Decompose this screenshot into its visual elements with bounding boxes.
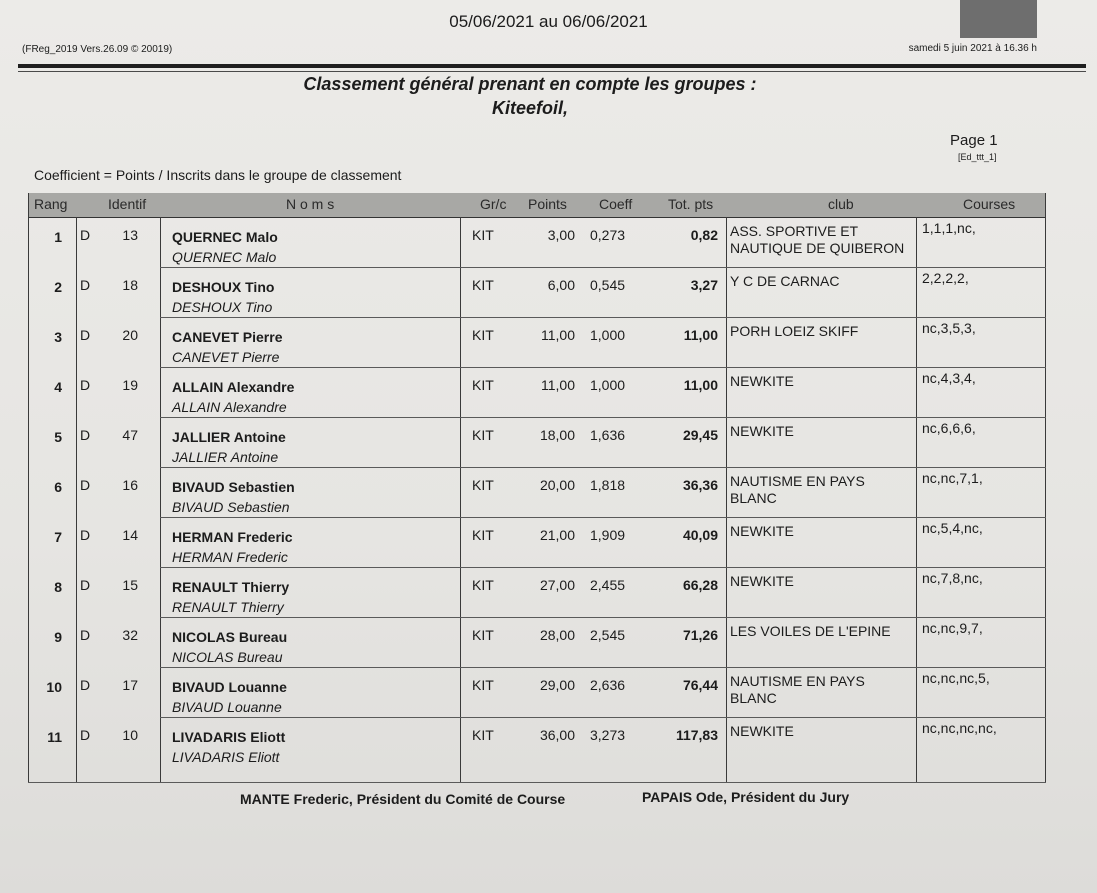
points-cell: 29,00 (539, 677, 575, 693)
table-row (10, 369, 1046, 419)
crew-name: RENAULT Thierry (172, 599, 284, 615)
group-cell: KIT (472, 327, 494, 343)
crew-name: ALLAIN Alexandre (172, 399, 287, 415)
rank-cell: 4 (54, 379, 62, 395)
rank-cell: 6 (54, 479, 62, 495)
crew-name: QUERNEC Malo (172, 249, 277, 265)
identif-cell: 17 (122, 677, 138, 693)
skipper-name: JALLIER Antoine (172, 429, 286, 445)
identif-cell: 14 (122, 527, 138, 543)
courses-cell: 1,1,1,nc, (922, 220, 976, 236)
rank-cell: 1 (54, 229, 62, 245)
table-row (10, 619, 1046, 669)
courses-cell: 2,2,2,2, (922, 270, 969, 286)
division-cell: D (80, 227, 91, 243)
total-points-cell: 117,83 (675, 727, 718, 743)
table-row (10, 269, 1046, 319)
total-points-cell: 76,44 (682, 677, 718, 693)
club-cell: PORH LOEIZ SKIFF (730, 323, 859, 339)
club-cell: NAUTISME EN PAYS BLANC (730, 673, 865, 706)
division-cell: D (80, 327, 91, 343)
points-cell: 36,00 (539, 727, 575, 743)
table-bottom-border (28, 782, 1046, 783)
skipper-name: QUERNEC Malo (172, 229, 278, 245)
points-cell: 11,00 (541, 327, 575, 343)
results-table (10, 193, 1046, 783)
crew-name: NICOLAS Bureau (172, 649, 283, 665)
col-tot-pts: Tot. pts (668, 196, 714, 212)
total-points-cell: 11,00 (683, 327, 718, 343)
group-cell: KIT (472, 577, 494, 593)
group-cell: KIT (472, 277, 494, 293)
rank-cell: 2 (54, 279, 62, 295)
identif-cell: 47 (122, 427, 138, 443)
rank-cell: 9 (54, 629, 62, 645)
rank-cell: 3 (54, 329, 62, 345)
page-subtitle: Kiteefoil, (491, 98, 568, 118)
skipper-name: BIVAUD Louanne (172, 679, 287, 695)
coeff-cell: 0,545 (590, 277, 626, 293)
points-cell: 21,00 (539, 527, 575, 543)
points-cell: 6,00 (547, 277, 575, 293)
courses-cell: nc,6,6,6, (922, 420, 976, 436)
club-cell: ASS. SPORTIVE ET NAUTIQUE DE QUIBERON (730, 223, 905, 256)
division-cell: D (80, 627, 91, 643)
header-rule (18, 64, 1086, 68)
group-cell: KIT (472, 227, 494, 243)
page-code: [Ed_ttt_1] (958, 152, 997, 162)
points-cell: 27,00 (539, 577, 575, 593)
race-committee-signature: MANTE Frederic, Président du Comité de Course (240, 791, 566, 807)
jury-signature: PAPAIS Ode, Président du Jury (642, 789, 850, 805)
courses-cell: nc,nc,9,7, (922, 620, 983, 636)
division-cell: D (80, 577, 91, 593)
col-courses: Courses (963, 196, 1016, 212)
courses-cell: nc,4,3,4, (922, 370, 976, 386)
skipper-name: NICOLAS Bureau (172, 629, 288, 645)
points-cell: 20,00 (539, 477, 575, 493)
identif-cell: 16 (122, 477, 138, 493)
skipper-name: DESHOUX Tino (172, 279, 275, 295)
points-cell: 11,00 (541, 377, 575, 393)
table-row (10, 569, 1046, 619)
header-rule-thin (18, 71, 1086, 72)
courses-cell: nc,3,5,3, (922, 320, 976, 336)
table-row (10, 669, 1046, 719)
coeff-cell: 1,000 (590, 327, 626, 343)
identif-cell: 19 (122, 377, 138, 393)
col-coeff: Coeff (599, 196, 633, 212)
total-points-cell: 66,28 (682, 577, 718, 593)
rank-cell: 5 (54, 429, 62, 445)
total-points-cell: 40,09 (682, 527, 718, 543)
col-noms: N o m s (286, 196, 335, 212)
group-cell: KIT (472, 377, 494, 393)
identif-cell: 18 (122, 277, 138, 293)
col-grc: Gr/c (480, 196, 507, 212)
skipper-name: CANEVET Pierre (172, 329, 283, 345)
skipper-name: ALLAIN Alexandre (172, 379, 295, 395)
crew-name: LIVADARIS Eliott (172, 749, 280, 765)
crew-name: CANEVET Pierre (172, 349, 280, 365)
rank-cell: 7 (54, 529, 62, 545)
table-row (10, 419, 1046, 469)
total-points-cell: 0,82 (690, 227, 718, 243)
col-points: Points (528, 196, 567, 212)
club-cell: Y C DE CARNAC (730, 273, 840, 289)
club-cell: LES VOILES DE L'EPINE (730, 623, 891, 639)
points-cell: 3,00 (547, 227, 575, 243)
col-rang: Rang (34, 196, 68, 212)
club-cell: NEWKITE (730, 423, 794, 439)
group-cell: KIT (472, 477, 494, 493)
club-cell: NEWKITE (730, 573, 794, 589)
table-header (28, 193, 1046, 218)
coeff-cell: 3,273 (590, 727, 626, 743)
identif-cell: 32 (122, 627, 138, 643)
print-timestamp: samedi 5 juin 2021 à 16.36 h (908, 43, 1037, 54)
total-points-cell: 36,36 (682, 477, 718, 493)
division-cell: D (80, 477, 91, 493)
software-version: (FReg_2019 Vers.26.09 © 20019) (22, 44, 173, 55)
crew-name: BIVAUD Sebastien (172, 499, 290, 515)
group-cell: KIT (472, 677, 494, 693)
skipper-name: HERMAN Frederic (172, 529, 293, 545)
total-points-cell: 29,45 (682, 427, 718, 443)
courses-cell: nc,nc,nc,nc, (922, 720, 997, 736)
group-cell: KIT (472, 527, 494, 543)
division-cell: D (80, 727, 91, 743)
club-cell: NEWKITE (730, 373, 794, 389)
date-range: 05/06/2021 au 06/06/2021 (449, 12, 648, 31)
group-cell: KIT (472, 727, 494, 743)
skipper-name: RENAULT Thierry (172, 579, 290, 595)
identif-cell: 15 (122, 577, 138, 593)
crew-name: DESHOUX Tino (172, 299, 273, 315)
division-cell: D (80, 677, 91, 693)
crew-name: HERMAN Frederic (172, 549, 288, 565)
coeff-cell: 1,909 (590, 527, 626, 543)
coeff-cell: 1,818 (590, 477, 626, 493)
table-row (10, 219, 1046, 269)
total-points-cell: 11,00 (683, 377, 718, 393)
table-row (10, 319, 1046, 369)
rank-cell: 11 (47, 729, 62, 745)
club-cell: NEWKITE (730, 723, 794, 739)
crew-name: BIVAUD Louanne (172, 699, 282, 715)
coeff-cell: 2,545 (590, 627, 626, 643)
col-club: club (828, 196, 854, 212)
table-row (10, 469, 1046, 519)
rank-cell: 8 (54, 579, 62, 595)
courses-cell: nc,5,4,nc, (922, 520, 983, 536)
page-title: Classement général prenant en compte les groupes : (303, 74, 757, 94)
col-identif: Identif (108, 196, 147, 212)
identif-cell: 10 (122, 727, 138, 743)
crew-name: JALLIER Antoine (172, 449, 279, 465)
identif-cell: 13 (122, 227, 138, 243)
points-cell: 28,00 (539, 627, 575, 643)
division-cell: D (80, 277, 91, 293)
group-cell: KIT (472, 427, 494, 443)
coefficient-note: Coefficient = Points / Inscrits dans le groupe de classement (34, 167, 402, 183)
division-cell: D (80, 527, 91, 543)
skipper-name: LIVADARIS Eliott (172, 729, 286, 745)
table-row (10, 719, 1046, 769)
coeff-cell: 2,636 (590, 677, 626, 693)
courses-cell: nc,nc,7,1, (922, 470, 983, 486)
coeff-cell: 2,455 (590, 577, 626, 593)
total-points-cell: 71,26 (682, 627, 718, 643)
table-row (10, 519, 1046, 569)
coeff-cell: 1,636 (590, 427, 626, 443)
courses-cell: nc,nc,nc,5, (922, 670, 990, 686)
club-cell: NAUTISME EN PAYS BLANC (730, 473, 865, 506)
identif-cell: 20 (122, 327, 138, 343)
page-number: Page 1 (950, 132, 998, 149)
skipper-name: BIVAUD Sebastien (172, 479, 295, 495)
coeff-cell: 0,273 (590, 227, 626, 243)
division-cell: D (80, 427, 91, 443)
group-cell: KIT (472, 627, 494, 643)
coeff-cell: 1,000 (590, 377, 626, 393)
division-cell: D (80, 377, 91, 393)
points-cell: 18,00 (539, 427, 575, 443)
total-points-cell: 3,27 (690, 277, 718, 293)
courses-cell: nc,7,8,nc, (922, 570, 983, 586)
rank-cell: 10 (46, 679, 62, 695)
club-cell: NEWKITE (730, 523, 794, 539)
